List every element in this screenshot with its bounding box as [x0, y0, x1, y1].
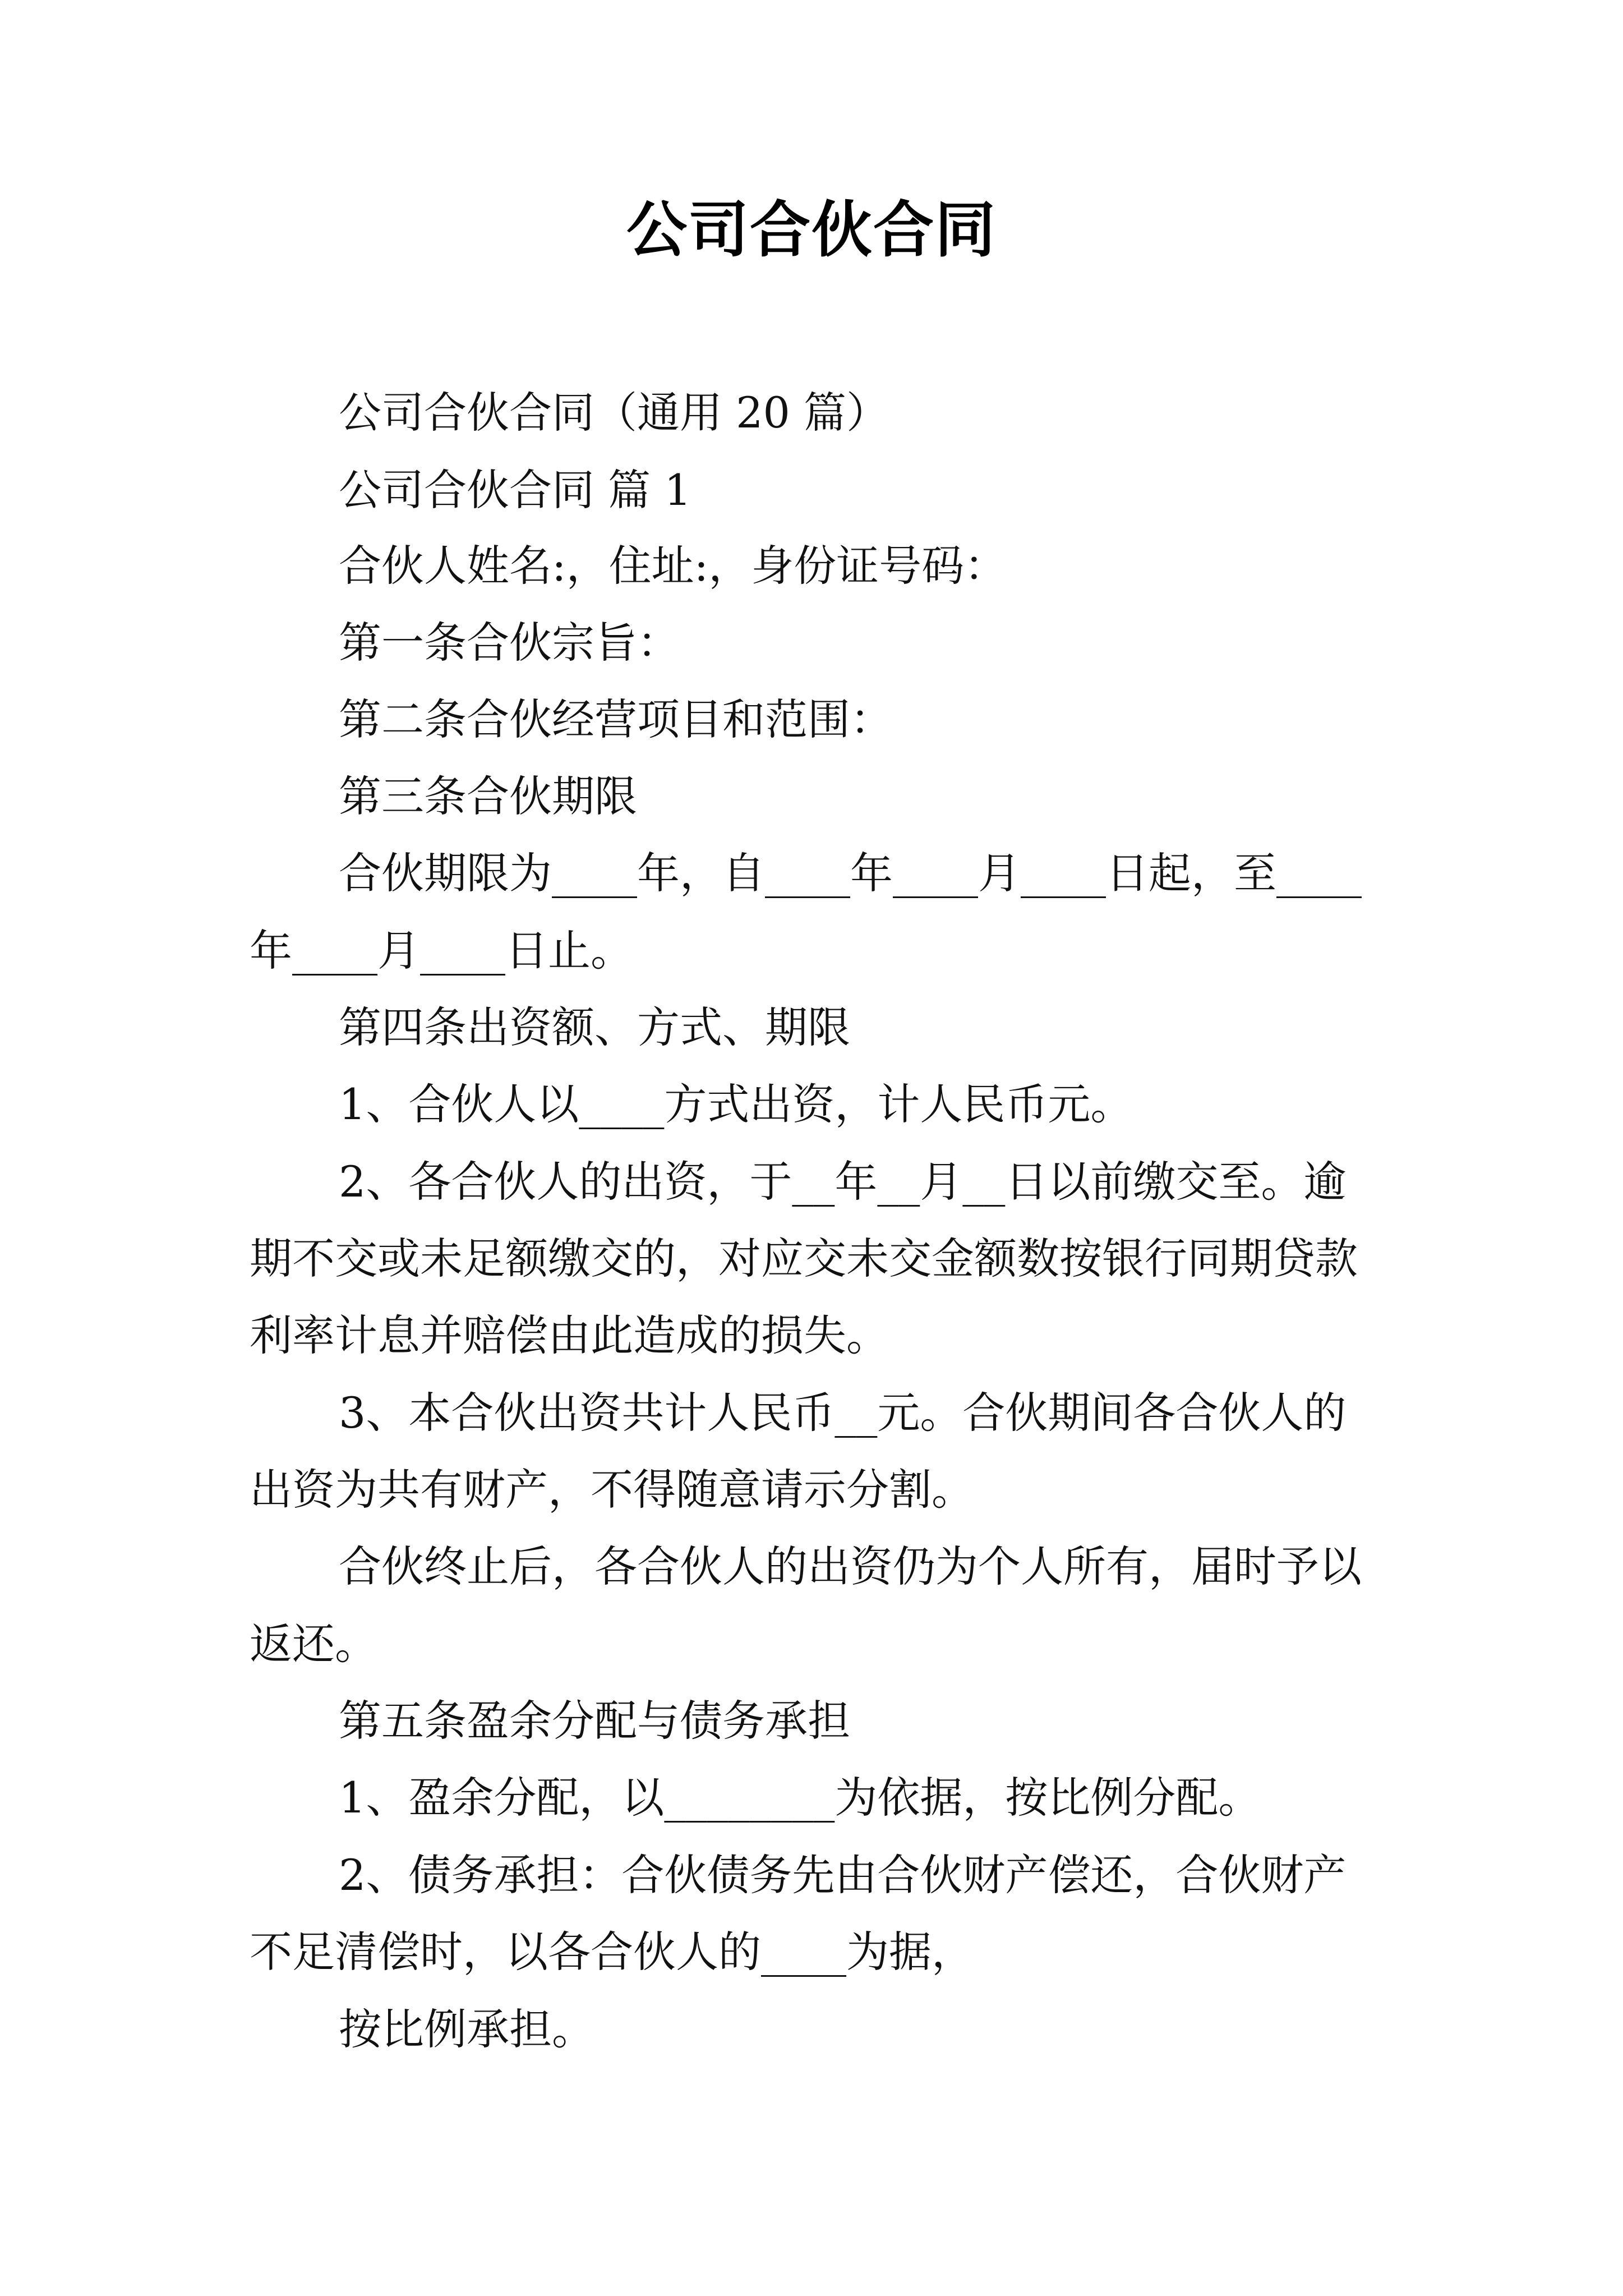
body-line: 合伙期限为____年，自____年____月____日起，至____ — [339, 848, 1362, 898]
body-line: 1、盈余分配，以________为依据，按比例分配。 — [339, 1773, 1261, 1823]
body-line: 2、各合伙人的出资，于__年__月__日以前缴交至。逾 — [339, 1157, 1347, 1207]
body-line: 年____月____日止。 — [250, 926, 633, 976]
document-title: 公司合伙合同 — [626, 195, 997, 265]
body-line: 返还。 — [250, 1619, 377, 1669]
body-line: 按比例承担。 — [339, 2004, 594, 2054]
section-heading: 公司合伙合同 篇 1 — [339, 465, 691, 515]
subtitle-line: 公司合伙合同（通用 20 篇） — [339, 388, 889, 438]
body-line: 期不交或未足额缴交的，对应交未交金额数按银行同期贷款 — [250, 1234, 1358, 1283]
article-heading: 第五条盈余分配与债务承担 — [339, 1696, 850, 1746]
body-line: 出资为共有财产，不得随意请示分割。 — [250, 1465, 974, 1515]
body-line: 不足清偿时，以各合伙人的____为据， — [250, 1927, 974, 1977]
article-heading: 第一条合伙宗旨： — [339, 618, 680, 668]
body-line: 1、合伙人以____方式出资，计人民币元。 — [339, 1079, 1133, 1129]
body-line: 2、债务承担：合伙债务先由合伙财产偿还，合伙财产 — [339, 1850, 1347, 1900]
body-line: 利率计息并赔偿由此造成的损失。 — [250, 1310, 889, 1360]
article-heading: 第四条出资额、方式、期限 — [339, 1002, 850, 1052]
body-line: 3、本合伙出资共计人民币__元。合伙期间各合伙人的 — [339, 1388, 1347, 1438]
body-line: 合伙终止后，各合伙人的出资仍为个人所有，届时予以 — [339, 1542, 1362, 1591]
article-heading: 第二条合伙经营项目和范围： — [339, 694, 893, 744]
article-heading: 第三条合伙期限 — [339, 771, 637, 821]
body-line: 合伙人姓名:，住址:，身份证号码： — [339, 541, 1007, 591]
